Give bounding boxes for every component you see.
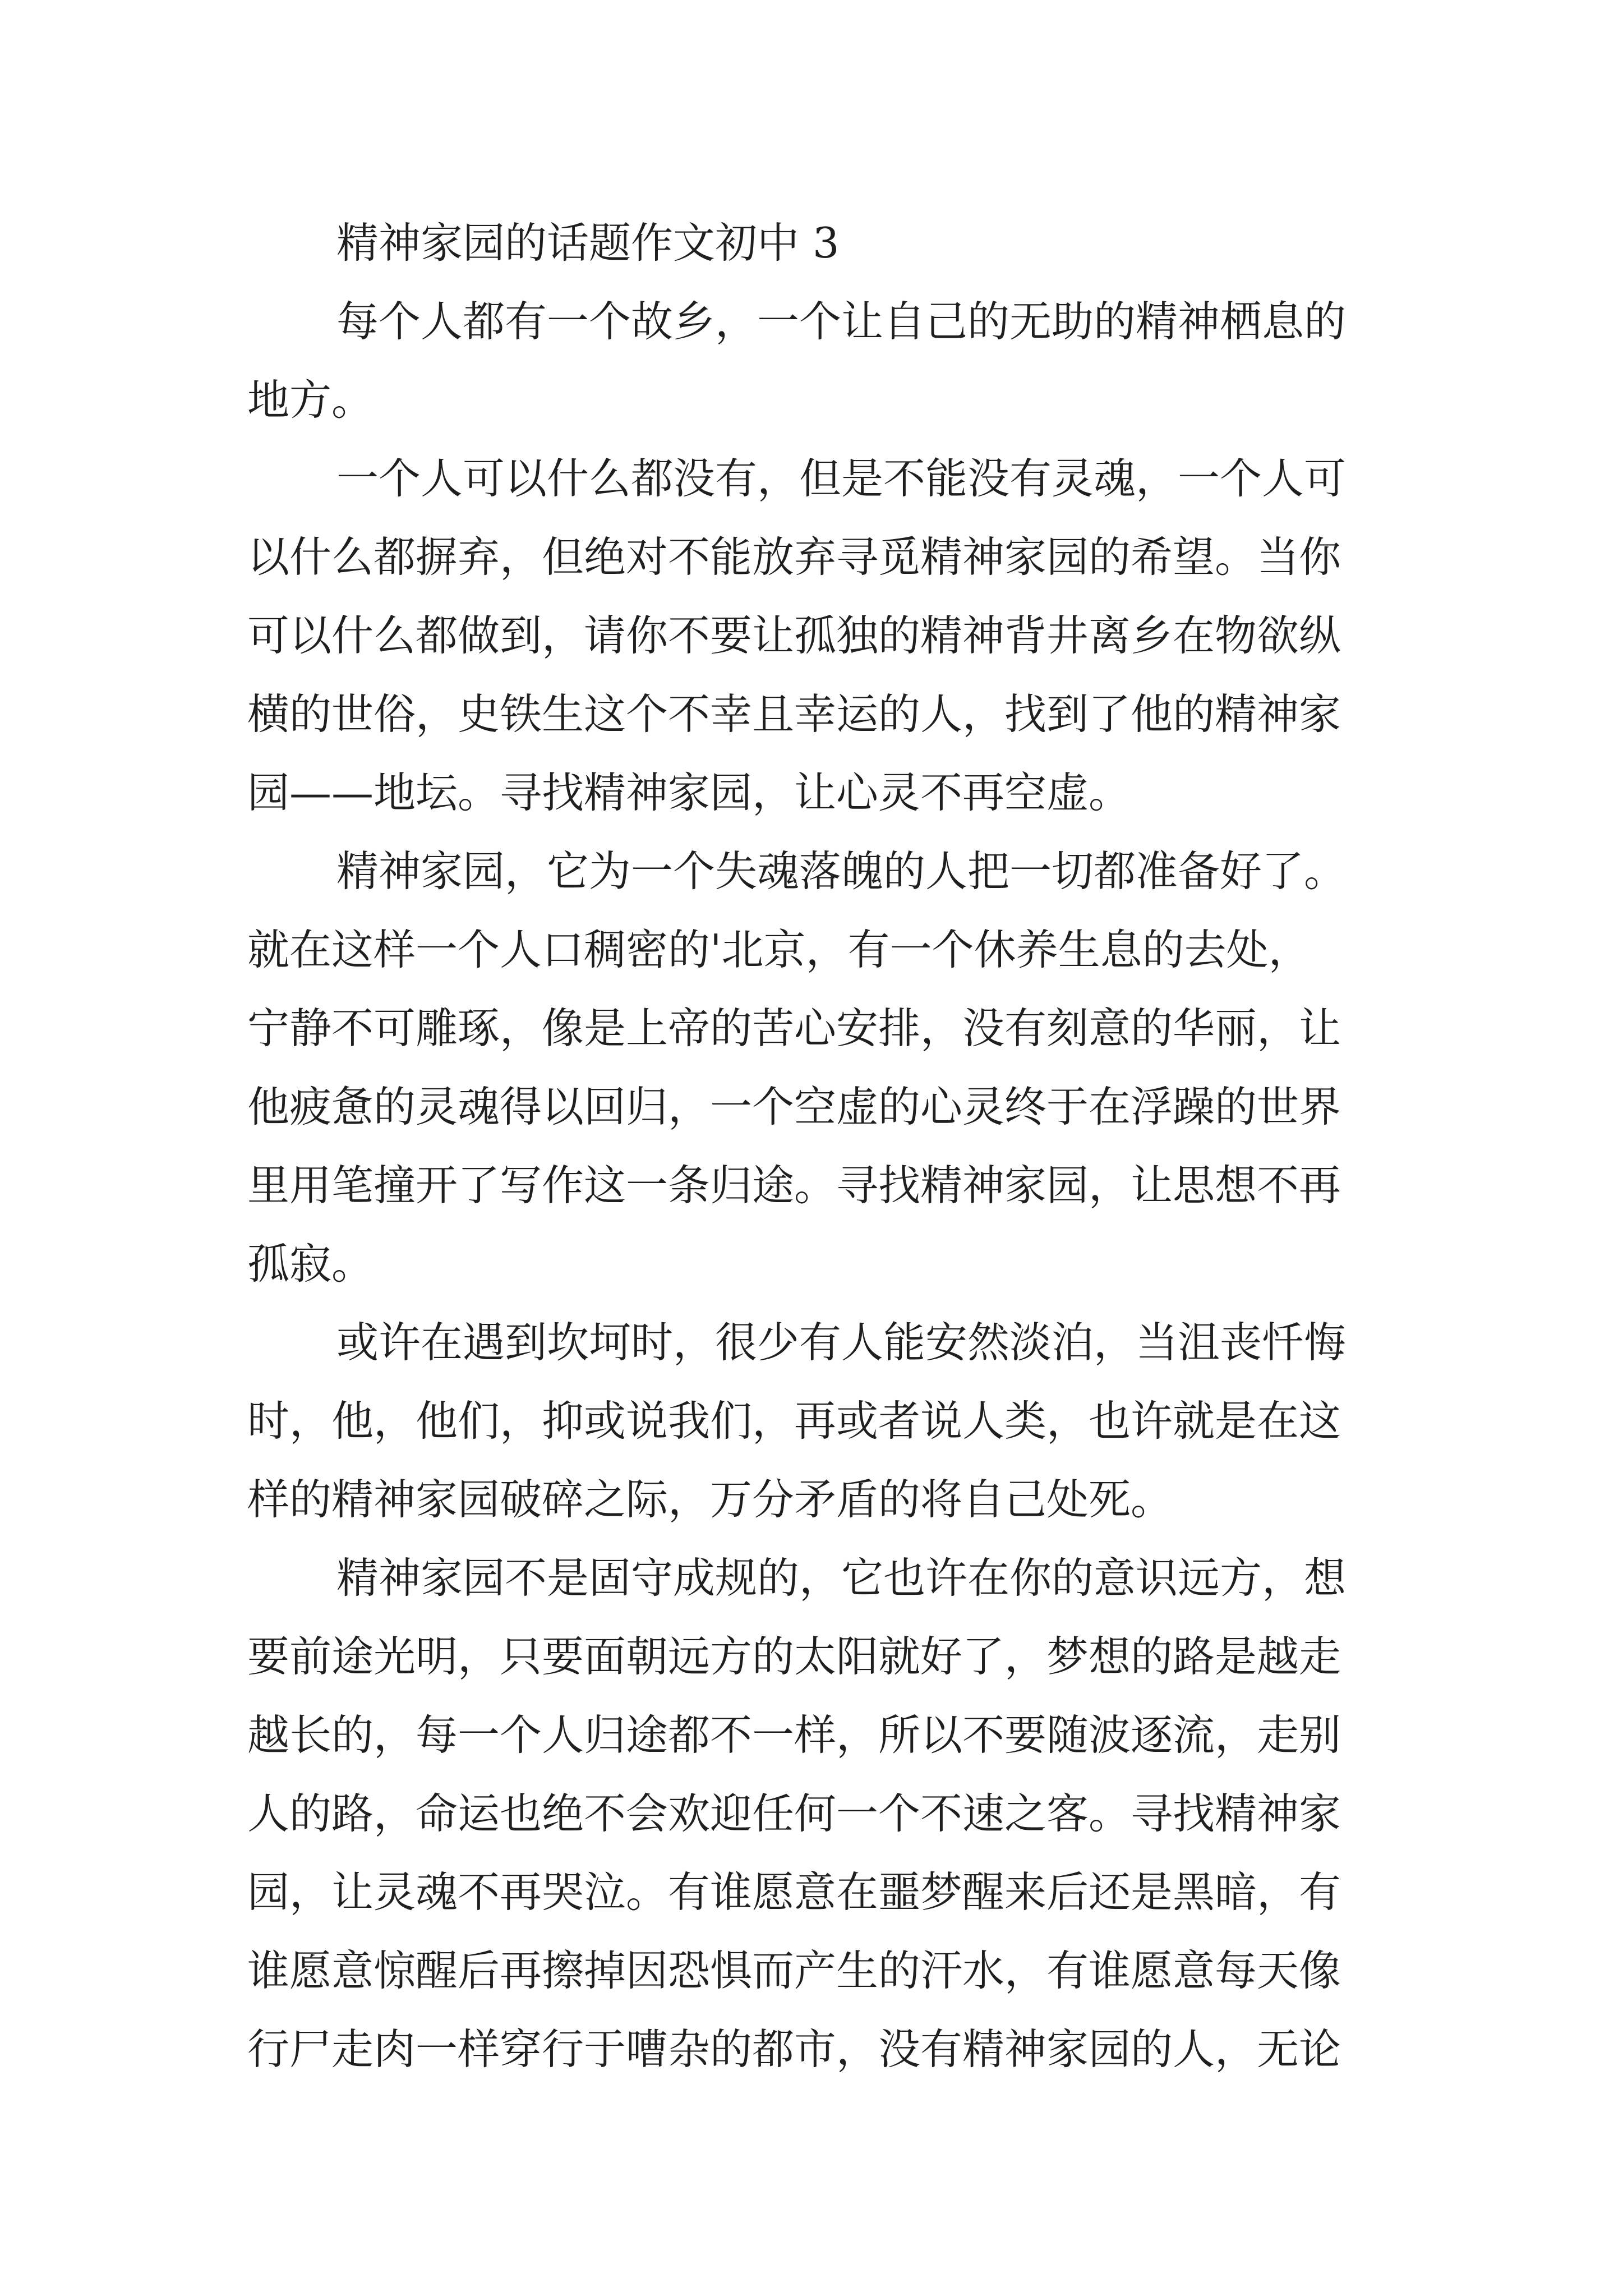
text-line: 宁静不可雕琢，像是上帝的苦心安排，没有刻意的华丽，让 [247,1004,1341,1053]
text-line: 要前途光明，只要面朝远方的太阳就好了，梦想的路是越走 [247,1632,1341,1681]
text-line: 里用笔撞开了写作这一条归途。寻找精神家园，让思想不再 [247,1161,1341,1210]
text-line: 越长的，每一个人归途都不一样，所以不要随波逐流，走别 [247,1710,1341,1760]
text-line: 样的精神家园破碎之际，万分矛盾的将自己处死。 [247,1475,1173,1524]
text-line: 他疲惫的灵魂得以回归，一个空虚的心灵终于在浮躁的世界 [247,1082,1341,1131]
text-line: 时，他，他们，抑或说我们，再或者说人类，也许就是在这 [247,1396,1341,1446]
text-line: 以什么都摒弃，但绝对不能放弃寻觅精神家园的希望。当你 [247,532,1341,582]
text-line: 孤寂。 [247,1239,374,1289]
text-line: 或许在遇到坎坷时，很少有人能安然淡泊，当沮丧忏悔 [336,1318,1347,1367]
text-line: 园——地坛。寻找精神家园，让心灵不再空虚。 [247,768,1131,817]
text-line: 精神家园不是固守成规的，它也许在你的意识远方，想 [336,1553,1347,1603]
document-title: 精神家园的话题作文初中 3 [336,218,840,268]
text-line: 行尸走肉一样穿行于嘈杂的都市，没有精神家园的人，无论 [247,2024,1341,2074]
text-line: 园，让灵魂不再哭泣。有谁愿意在噩梦醒来后还是黑暗，有 [247,1867,1341,1917]
text-line: 就在这样一个人口稠密的'北京，有一个休养生息的去处， [247,925,1311,974]
text-line: 可以什么都做到，请你不要让孤独的精神背井离乡在物欲纵 [247,611,1341,660]
text-line: 每个人都有一个故乡，一个让自己的无助的精神栖息的 [336,297,1347,346]
text-line: 人的路，命运也绝不会欢迎任何一个不速之客。寻找精神家 [247,1789,1341,1838]
text-line: 一个人可以什么都没有，但是不能没有灵魂，一个人可 [336,454,1347,503]
text-line: 谁愿意惊醒后再擦掉因恐惧而产生的汗水，有谁愿意每天像 [247,1946,1341,1995]
text-line: 横的世俗，史铁生这个不幸且幸运的人，找到了他的精神家 [247,689,1341,739]
text-line: 地方。 [247,375,374,425]
text-line: 精神家园，它为一个失魂落魄的人把一切都准备好了。 [336,846,1347,896]
